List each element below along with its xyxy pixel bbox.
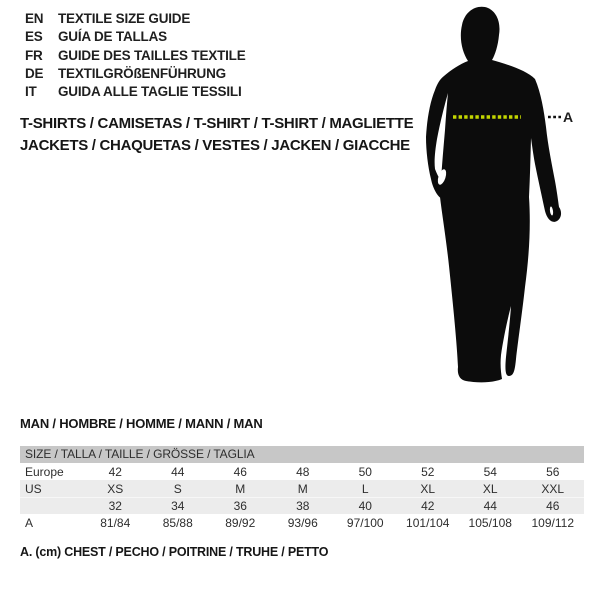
size-cell: M <box>235 481 246 496</box>
language-row-es <box>25 28 246 46</box>
size-cell: 38 <box>296 498 310 513</box>
size-cell: 42 <box>108 464 122 479</box>
size-table <box>20 446 584 531</box>
language-row-fr <box>25 47 246 65</box>
man-figure-path <box>426 7 561 383</box>
man-silhouette <box>405 0 600 390</box>
size-cell: 85/88 <box>162 515 193 530</box>
table-row-europe <box>20 463 584 480</box>
size-cell: 40 <box>358 498 372 513</box>
size-cell: 46 <box>233 464 247 479</box>
size-cell: 46 <box>546 498 560 513</box>
measurement-label-a: A <box>563 109 574 125</box>
size-cell: 44 <box>171 464 185 479</box>
size-cell: 48 <box>296 464 310 479</box>
size-cell: 101/104 <box>406 515 450 530</box>
size-cell: M <box>297 481 308 496</box>
size-cell: 44 <box>483 498 497 513</box>
size-cell: 50 <box>358 464 372 479</box>
size-cell: 93/96 <box>287 515 318 530</box>
size-cell: S <box>173 481 182 496</box>
language-row-de <box>25 65 246 83</box>
language-row-it <box>25 83 246 101</box>
size-cell: 105/108 <box>468 515 512 530</box>
size-cell: XL <box>482 481 498 496</box>
language-row-en <box>25 10 246 28</box>
size-cell: 89/92 <box>225 515 256 530</box>
language-guide-list <box>25 10 246 101</box>
language-title: GUIDA ALLE TAGLIE TESSILI <box>58 84 242 100</box>
table-row-us <box>20 480 584 497</box>
language-title: TEXTILE SIZE GUIDE <box>58 11 191 26</box>
size-cell: 34 <box>171 498 185 513</box>
language-code: IT <box>25 84 37 100</box>
language-title: GUIDE DES TAILLES TEXTILE <box>58 47 246 63</box>
category-line-tshirts: T-SHIRTS / CAMISETAS / T-SHIRT / T-SHIRT / MAGLIETTE <box>20 115 414 132</box>
size-cell: 109/112 <box>531 515 574 530</box>
size-cell: 36 <box>233 498 247 513</box>
size-cell: 81/84 <box>100 515 131 530</box>
size-cell: 32 <box>108 498 122 513</box>
language-code: ES <box>25 29 43 45</box>
size-cell: XL <box>420 481 436 496</box>
language-code: EN <box>25 11 44 26</box>
language-code: FR <box>25 47 43 63</box>
language-title: GUÍA DE TALLAS <box>58 29 167 45</box>
size-cell: XXL <box>541 481 565 496</box>
size-cell: 56 <box>546 464 560 479</box>
measurement-figure <box>405 0 600 390</box>
size-cell: 42 <box>421 498 435 513</box>
size-cell: 97/100 <box>346 515 384 530</box>
table-row-uk <box>20 497 584 514</box>
measurement-footnote: A. (cm) CHEST / PECHO / POITRINE / TRUHE / PETTO <box>20 545 329 559</box>
language-code: DE <box>25 65 44 81</box>
size-cell: 54 <box>483 464 497 479</box>
row-label: Europe <box>25 464 64 479</box>
garment-categories <box>20 113 413 157</box>
size-cell: XS <box>107 481 124 496</box>
table-row-chest-a <box>20 514 584 531</box>
size-table-header: SIZE / TALLA / TAILLE / GRÖSSE / TAGLIA <box>20 446 584 463</box>
category-line-jackets: JACKETS / CHAQUETAS / VESTES / JACKEN / GIACCHE <box>20 137 410 154</box>
row-label: A <box>25 515 34 530</box>
section-title-man: MAN / HOMBRE / HOMME / MANN / MAN <box>20 416 263 431</box>
language-title: TEXTILGRÖßENFÜHRUNG <box>58 65 226 81</box>
size-cell: L <box>361 481 369 496</box>
row-label: US <box>25 481 42 496</box>
size-cell: 52 <box>421 464 435 479</box>
